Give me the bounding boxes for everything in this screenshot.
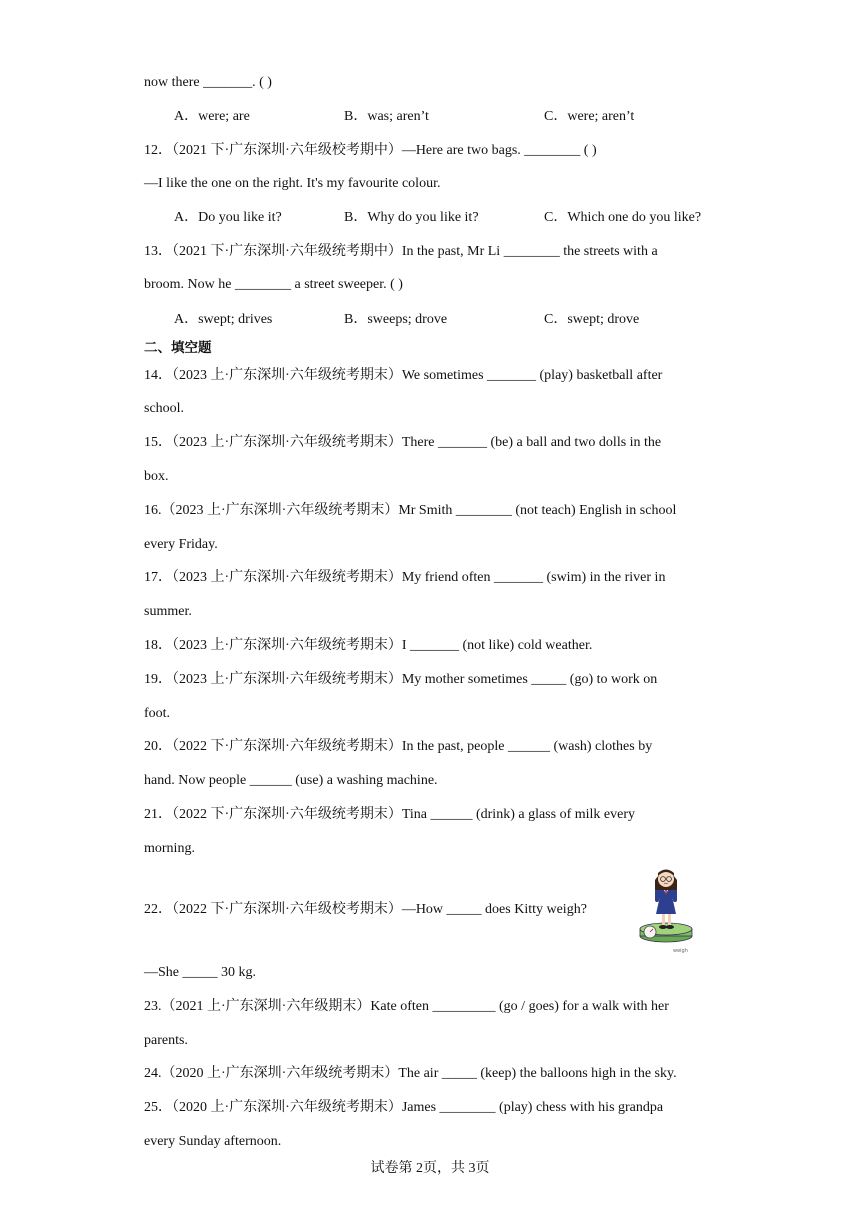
- option-q12-a: A．Do you like it?: [174, 210, 282, 225]
- option-q11-a: A．were; are: [174, 109, 250, 124]
- question-line-q25-stem: 25．（2020 上·广东深圳·六年级统考期末）James ________ (play) chess with his grandpa: [144, 1100, 664, 1115]
- option-q12-b: B．Why do you like it?: [344, 210, 479, 225]
- option-q11-c: C．were; aren’t: [544, 109, 635, 124]
- question-line-q17-stem: 17．（2023 上·广东深圳·六年级统考期末）My friend often _______ (swim) in the river in: [144, 570, 666, 585]
- option-q13-b: B．sweeps; drove: [344, 312, 448, 327]
- option-q12-c: C．Which one do you like?: [544, 210, 702, 225]
- question-line-q15-cont: box.: [144, 469, 169, 484]
- question-line-q23-cont: parents.: [144, 1033, 188, 1048]
- section-heading-fill-in: 二、填空题: [144, 340, 212, 356]
- question-line-q11-cont: now there _______. ( ): [144, 75, 272, 90]
- figure-label: weigh: [673, 948, 688, 954]
- question-line-q12-dialog: —I like the one on the right. It's my favourite colour.: [144, 176, 441, 191]
- question-line-q21-stem: 21．（2022 下·广东深圳·六年级统考期末）Tina ______ (drink) a glass of milk every: [144, 807, 635, 822]
- question-line-q16-cont: every Friday.: [144, 537, 218, 552]
- question-line-q21-cont: morning.: [144, 841, 195, 856]
- option-q13-a: A．swept; drives: [174, 312, 273, 327]
- question-line-q22-dialog: —She _____ 30 kg.: [144, 965, 256, 980]
- question-line-q18-stem: 18．（2023 上·广东深圳·六年级统考期末）I _______ (not like) cold weather.: [144, 638, 593, 653]
- question-line-q25-cont: every Sunday afternoon.: [144, 1134, 282, 1149]
- question-line-q19-stem: 19．（2023 上·广东深圳·六年级统考期末）My mother sometimes _____ (go) to work on: [144, 672, 658, 687]
- question-line-q14-stem: 14．（2023 上·广东深圳·六年级统考期末）We sometimes _______ (play) basketball after: [144, 368, 663, 383]
- option-q11-b: B．was; aren’t: [344, 109, 429, 124]
- page-footer: 试卷第 2页，共 3页: [370, 1161, 490, 1176]
- question-line-q17-cont: summer.: [144, 604, 192, 619]
- question-line-q20-cont: hand. Now people ______ (use) a washing machine.: [144, 773, 438, 788]
- question-line-q13-cont: broom. Now he ________ a street sweeper. ( ): [144, 277, 403, 292]
- question-line-q15-stem: 15．（2023 上·广东深圳·六年级统考期末）There _______ (be) a ball and two dolls in the: [144, 435, 662, 450]
- question-line-q12-stem: 12．（2021 下·广东深圳·六年级校考期中）—Here are two bags. ________ ( ): [144, 143, 597, 158]
- question-line-q20-stem: 20．（2022 下·广东深圳·六年级统考期末）In the past, people ______ (wash) clothes by: [144, 739, 653, 754]
- question-line-q13-stem: 13．（2021 下·广东深圳·六年级统考期中）In the past, Mr Li ________ the streets with a: [144, 244, 658, 259]
- question-line-q14-cont: school.: [144, 401, 185, 416]
- girl-on-scale-illustration: [636, 866, 696, 954]
- option-q13-c: C．swept; drove: [544, 312, 640, 327]
- question-line-q22-stem: 22．（2022 下·广东深圳·六年级校考期末）—How _____ does Kitty weigh?: [144, 902, 587, 917]
- question-line-q19-cont: foot.: [144, 706, 171, 721]
- question-line-q24-stem: 24.（2020 上·广东深圳·六年级统考期末）The air _____ (keep) the balloons high in the sky.: [144, 1066, 677, 1081]
- question-line-q23-stem: 23.（2021 上·广东深圳·六年级期末）Kate often _________ (go / goes) for a walk with her: [144, 999, 669, 1014]
- question-line-q16-stem: 16.（2023 上·广东深圳·六年级统考期末）Mr Smith ________ (not teach) English in school: [144, 503, 677, 518]
